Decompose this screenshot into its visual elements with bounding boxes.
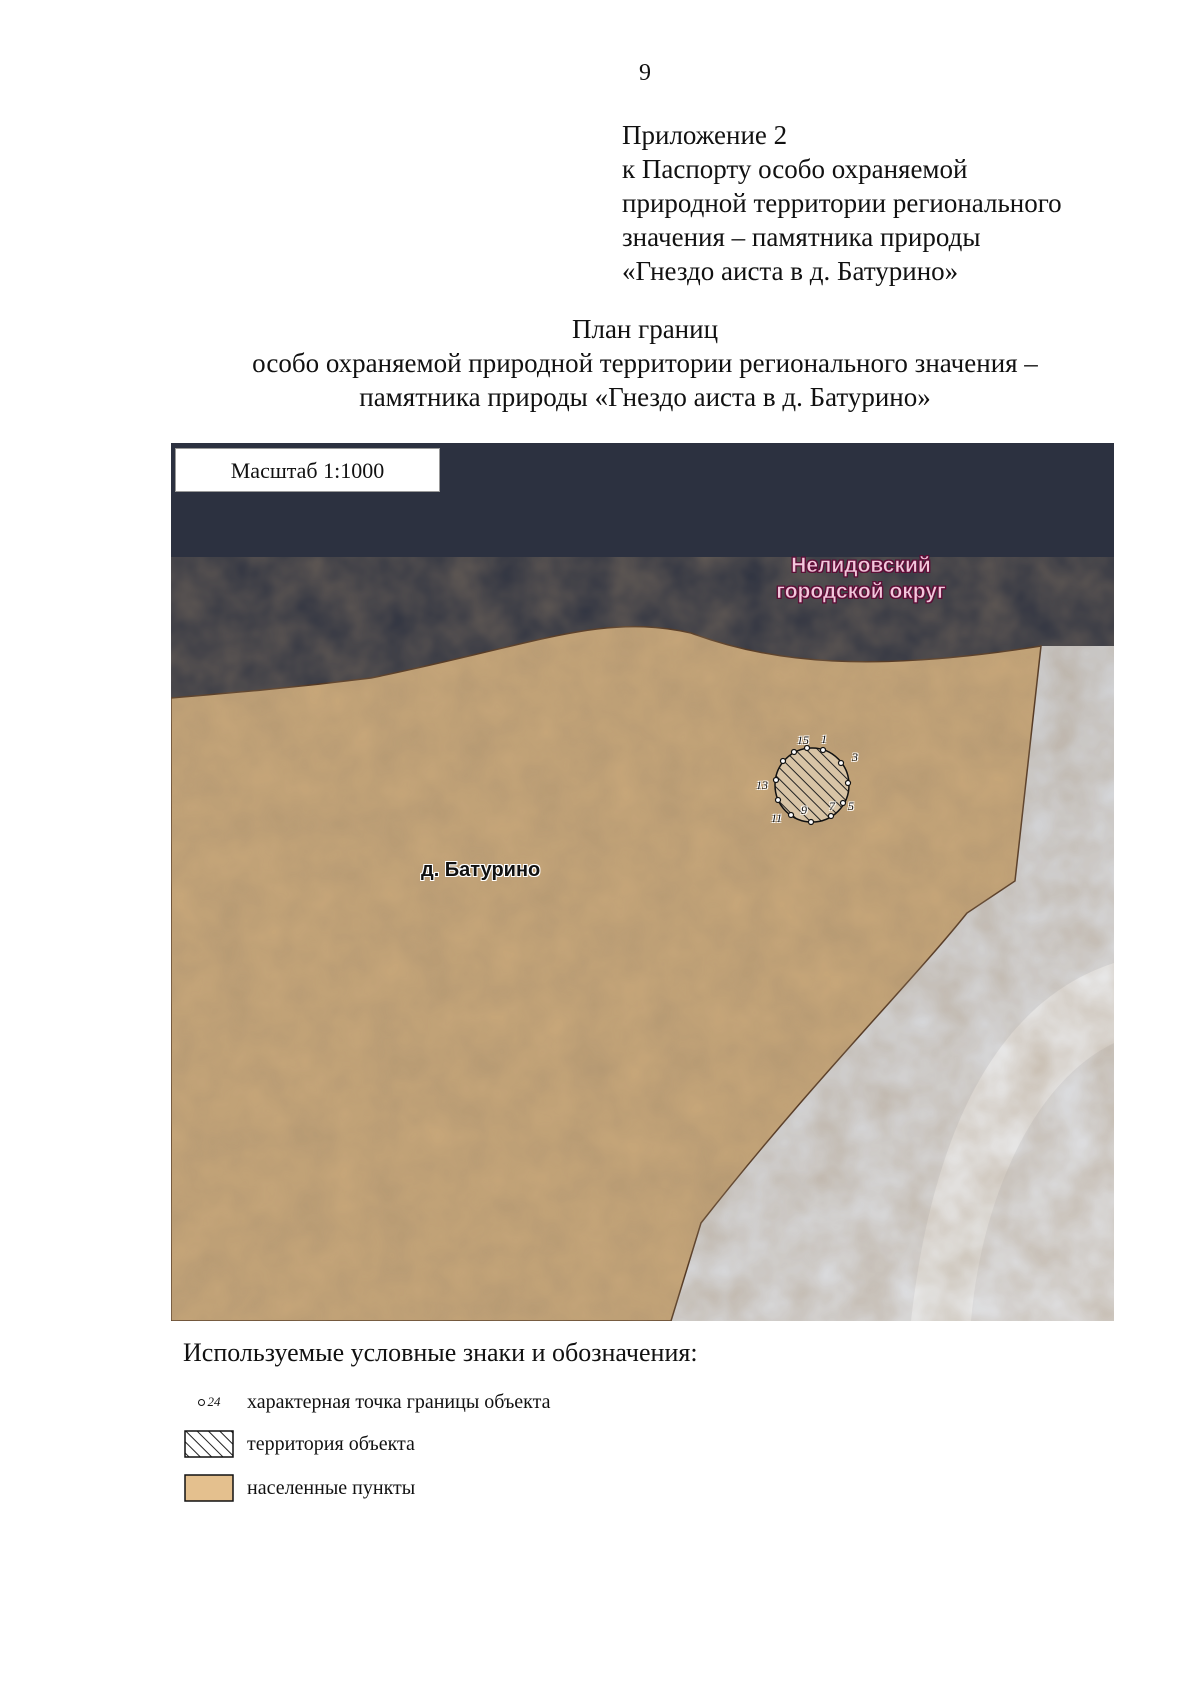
point-label-1: 1	[821, 732, 827, 746]
boundary-point	[839, 761, 844, 766]
legend-label: населенные пункты	[247, 1476, 416, 1499]
boundary-point	[809, 820, 814, 825]
appendix-line: к Паспорту особо охраняемой	[622, 154, 968, 184]
boundary-map	[171, 443, 1114, 1321]
legend-heading: Используемые условные знаки и обозначения:	[183, 1338, 698, 1367]
boundary-point	[789, 813, 794, 818]
title-line: памятника природы «Гнездо аиста в д. Батурино»	[359, 382, 931, 412]
appendix-line: природной территории регионального	[622, 188, 1062, 218]
point-label-13: 13	[756, 778, 768, 792]
district-label-line: городской округ	[776, 580, 946, 603]
district-label	[711, 553, 1011, 605]
point-label-11: 11	[771, 811, 783, 825]
point-label-15: 15	[797, 733, 809, 747]
legend-item-point	[183, 1385, 551, 1419]
point-sample-label: 24	[207, 1394, 221, 1409]
scale-box: Масштаб 1:1000	[175, 448, 440, 492]
boundary-point	[846, 781, 851, 786]
boundary-point	[792, 750, 797, 755]
page-number: 9	[639, 60, 651, 86]
boundary-point	[774, 778, 779, 783]
settlement-symbol-icon	[183, 1473, 235, 1503]
appendix-line: значения – памятника природы	[622, 222, 981, 252]
settlement-swatch	[184, 1474, 234, 1502]
appendix-line: «Гнездо аиста в д. Батурино»	[622, 256, 959, 286]
appendix-line: Приложение 2	[622, 120, 788, 150]
appendix-header	[622, 118, 1182, 288]
district-label-line: Нелидовский	[791, 554, 931, 577]
village-label: д. Батурино	[421, 859, 541, 881]
hatch-swatch	[184, 1430, 234, 1458]
point-label-5: 5	[848, 799, 854, 813]
point-label-3: 3	[852, 750, 858, 764]
title-line: План границ	[571, 314, 719, 344]
document-title	[0, 312, 1200, 414]
point-symbol-icon	[183, 1387, 235, 1417]
boundary-point	[776, 798, 781, 803]
point-dot-icon	[198, 1399, 205, 1406]
boundary-point	[821, 748, 826, 753]
point-label-7: 7	[829, 799, 835, 813]
title-line: особо охраняемой природной территории регионального значения –	[252, 348, 1038, 378]
boundary-point	[841, 801, 846, 806]
legend-item-settlement	[183, 1471, 415, 1505]
legend-label: характерная точка границы объекта	[247, 1390, 551, 1413]
boundary-point	[781, 759, 786, 764]
boundary-point	[829, 814, 834, 819]
protected-territory	[775, 748, 849, 822]
point-label-9: 9	[801, 803, 807, 817]
legend-label: территория объекта	[247, 1432, 415, 1455]
hatch-symbol-icon	[183, 1429, 235, 1459]
legend-item-hatch	[183, 1427, 415, 1461]
